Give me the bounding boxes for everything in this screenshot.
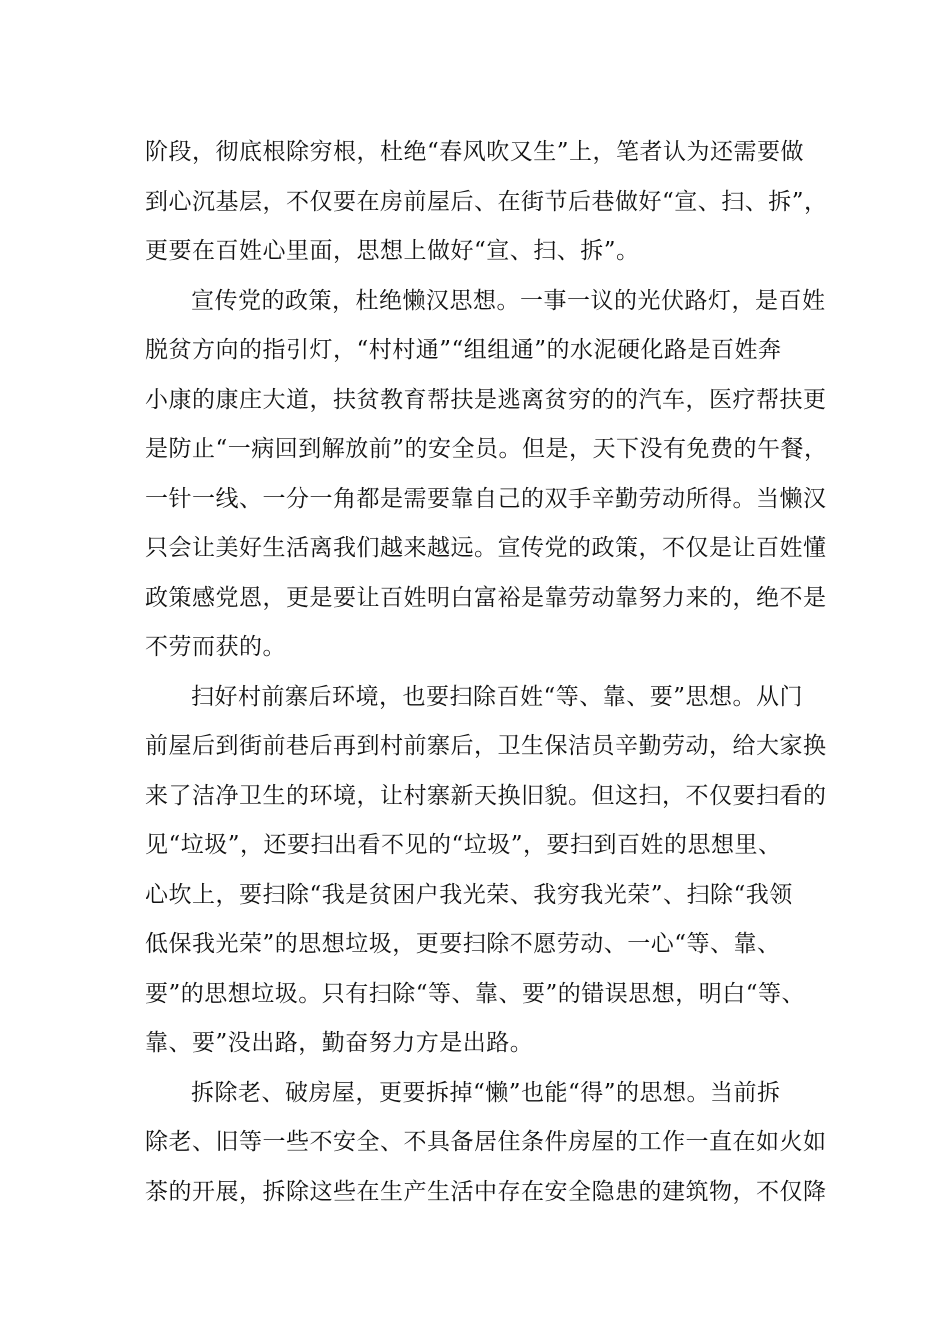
text-line: 低保我光荣”的思想垃圾，更要扫除不愿劳动、一心“等、靠、 [145, 931, 781, 957]
paragraph-start-line: 拆除老、破房屋，更要拆掉“懒”也能“得”的思想。当前拆 [191, 1079, 781, 1106]
text-line: 要”的思想垃圾。只有扫除“等、靠、要”的错误思想，明白“等、 [145, 980, 806, 1007]
text-line: 靠、要”没出路，勤奋努力方是出路。 [145, 1030, 534, 1056]
text-line: 不劳而获的。 [145, 634, 286, 660]
text-line: 心坎上，要扫除“我是贫困户我光荣、我穷我光荣”、扫除“我领 [145, 881, 793, 908]
text-line: 阶段，彻底根除穷根，杜绝“春风吹又生”上，笔者认为还需要做 [145, 139, 805, 165]
text-line: 小康的康庄大道，扶贫教育帮扶是逃离贫穷的的汽车，医疗帮扶更 [145, 386, 827, 413]
text-line: 见“垃圾”，还要扫出看不见的“垃圾”，要扫到百姓的思想里、 [145, 832, 782, 858]
paragraph-start-line: 宣传党的政策，杜绝懒汉思想。一事一议的光伏路灯，是百姓 [191, 287, 826, 314]
text-line: 到心沉基层，不仅要在房前屋后、在街节后巷做好“宣、扫、拆”， [145, 188, 828, 215]
text-line: 脱贫方向的指引灯，“村村通”“组组通”的水泥硬化路是百姓奔 [145, 337, 782, 363]
text-line: 茶的开展，拆除这些在生产生活中存在安全隐患的建筑物，不仅降 [145, 1178, 827, 1205]
text-line: 除老、旧等一些不安全、不具备居住条件房屋的工作一直在如火如 [145, 1129, 827, 1155]
text-line: 一针一线、一分一角都是需要靠自己的双手辛勤劳动所得。当懒汉 [145, 485, 827, 512]
text-line: 来了洁净卫生的环境，让村寨新天换旧貌。但这扫，不仅要扫看的 [145, 782, 827, 809]
text-line: 更要在百姓心里面，思想上做好“宣、扫、拆”。 [145, 238, 640, 264]
text-line: 政策感党恩，更是要让百姓明白富裕是靠劳动靠努力来的，绝不是 [145, 584, 827, 611]
text-line: 是防止“一病回到解放前”的安全员。但是，天下没有免费的午餐， [145, 436, 828, 462]
text-line: 前屋后到街前巷后再到村前寨后，卫生保洁员辛勤劳动，给大家换 [145, 733, 827, 759]
text-line: 只会让美好生活离我们越来越远。宣传党的政策，不仅是让百姓懂 [145, 535, 827, 561]
body-text [145, 128, 835, 1217]
paragraph-start-line: 扫好村前寨后环境，也要扫除百姓“等、靠、要”思想。从门 [191, 683, 804, 710]
